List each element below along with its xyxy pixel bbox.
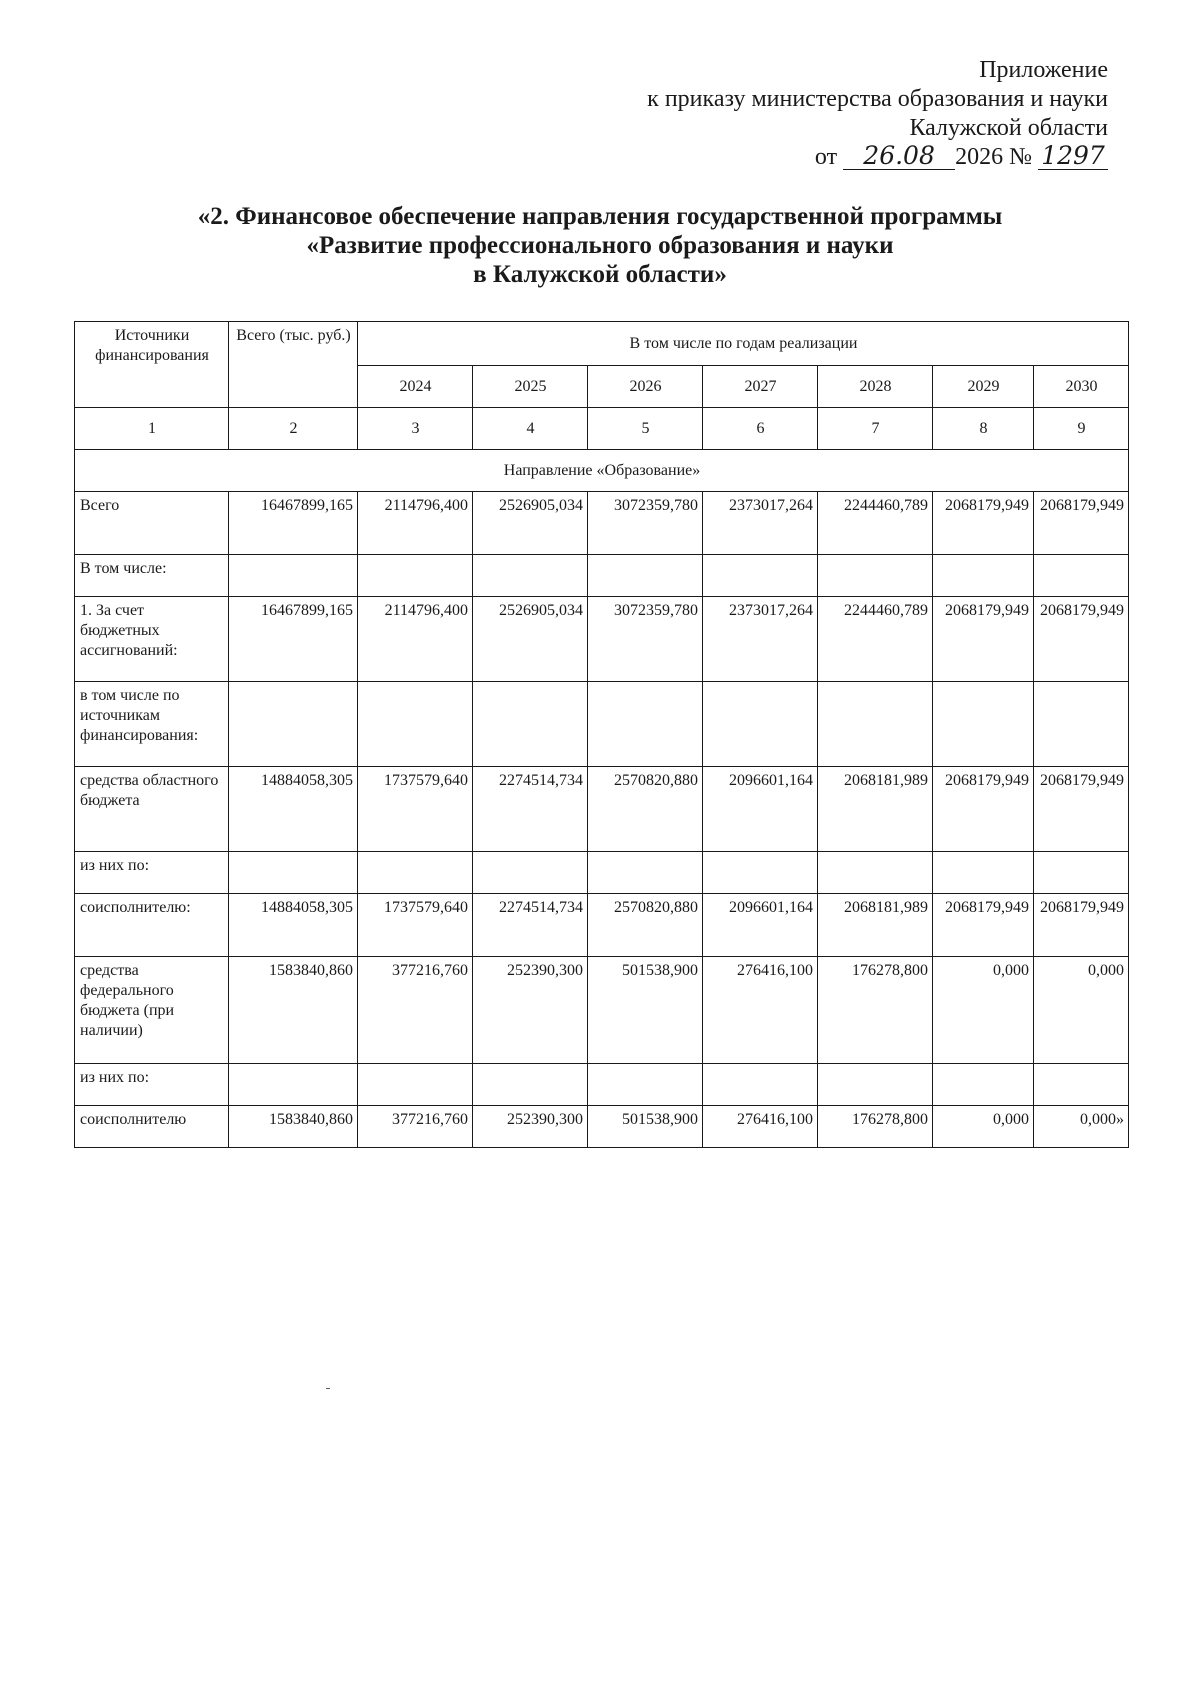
value-cell: 16467899,165 (229, 492, 358, 555)
value-cell (473, 555, 588, 597)
header-year: 2028 (818, 366, 933, 408)
value-cell: 14884058,305 (229, 767, 358, 852)
value-cell: 2114796,400 (358, 492, 473, 555)
value-cell (933, 555, 1034, 597)
table-row (75, 597, 1129, 682)
row-label: Всего (75, 492, 229, 555)
value-cell: 3072359,780 (588, 492, 703, 555)
value-cell: 2068181,989 (818, 767, 933, 852)
value-cell (703, 1064, 818, 1106)
value-cell: 0,000 (933, 1106, 1034, 1148)
header-row-numbers (75, 408, 1129, 450)
value-cell: 2274514,734 (473, 767, 588, 852)
row-label: в том числе по источникам финансирования: (75, 682, 229, 767)
value-cell (588, 852, 703, 894)
header-row-1 (75, 322, 1129, 366)
value-cell (818, 1064, 933, 1106)
value-cell (588, 1064, 703, 1106)
value-cell: 14884058,305 (229, 894, 358, 957)
value-cell: 2068181,989 (818, 894, 933, 957)
value-cell (818, 555, 933, 597)
column-number: 7 (818, 408, 933, 450)
value-cell (933, 682, 1034, 767)
appendix-title: Приложение (979, 57, 1108, 83)
value-cell: 2068179,949 (933, 767, 1034, 852)
value-cell: 2570820,880 (588, 894, 703, 957)
table-row (75, 1106, 1129, 1148)
value-cell: 2068179,949 (933, 894, 1034, 957)
row-label: средства федерального бюджета (при наличии) (75, 957, 229, 1064)
value-cell (358, 682, 473, 767)
value-cell (473, 1064, 588, 1106)
value-cell: 2244460,789 (818, 597, 933, 682)
row-label: средства областного бюджета (75, 767, 229, 852)
table-row (75, 767, 1129, 852)
table-row (75, 894, 1129, 957)
value-cell (703, 852, 818, 894)
handwritten-order-number: 1297 (1038, 143, 1108, 170)
value-cell (1034, 852, 1129, 894)
value-cell (229, 682, 358, 767)
value-cell (473, 852, 588, 894)
scan-mark (326, 1388, 330, 1389)
value-cell (588, 555, 703, 597)
value-cell (229, 1064, 358, 1106)
table-row (75, 1064, 1129, 1106)
financing-table (74, 321, 1129, 1148)
value-cell (703, 682, 818, 767)
value-cell: 276416,100 (703, 1106, 818, 1148)
header-years-group: В том числе по годам реализации (358, 322, 1129, 366)
document-title (0, 202, 1200, 289)
header-total: Всего (тыс. руб.) (229, 322, 358, 408)
value-cell: 176278,800 (818, 957, 933, 1064)
value-cell (588, 682, 703, 767)
value-cell (818, 852, 933, 894)
value-cell: 2096601,164 (703, 894, 818, 957)
value-cell: 2570820,880 (588, 767, 703, 852)
value-cell (1034, 1064, 1129, 1106)
value-cell: 1583840,860 (229, 1106, 358, 1148)
header-year: 2025 (473, 366, 588, 408)
value-cell: 176278,800 (818, 1106, 933, 1148)
table-row (75, 682, 1129, 767)
value-cell: 2114796,400 (358, 597, 473, 682)
value-cell: 2274514,734 (473, 894, 588, 957)
value-cell: 377216,760 (358, 1106, 473, 1148)
value-cell: 2068179,949 (1034, 597, 1129, 682)
title-line-3: в Калужской области» (473, 261, 727, 288)
value-cell: 501538,900 (588, 957, 703, 1064)
value-cell: 1583840,860 (229, 957, 358, 1064)
value-cell: 3072359,780 (588, 597, 703, 682)
value-cell: 2068179,949 (1034, 492, 1129, 555)
value-cell: 16467899,165 (229, 597, 358, 682)
row-label: из них по: (75, 1064, 229, 1106)
column-number: 2 (229, 408, 358, 450)
value-cell: 377216,760 (358, 957, 473, 1064)
value-cell (229, 852, 358, 894)
value-cell (818, 682, 933, 767)
value-cell (358, 852, 473, 894)
row-label: соисполнителю (75, 1106, 229, 1148)
row-label: 1. За счет бюджетных ассигнований: (75, 597, 229, 682)
value-cell: 2373017,264 (703, 492, 818, 555)
value-cell: 2373017,264 (703, 597, 818, 682)
header-year: 2027 (703, 366, 818, 408)
header-year: 2030 (1034, 366, 1129, 408)
value-cell: 2068179,949 (933, 492, 1034, 555)
value-cell: 2068179,949 (933, 597, 1034, 682)
value-cell: 252390,300 (473, 1106, 588, 1148)
title-line-2: «Развитие профессионального образования и науки (306, 232, 894, 259)
column-number: 9 (1034, 408, 1129, 450)
row-label: соисполнителю: (75, 894, 229, 957)
table-row (75, 492, 1129, 555)
value-cell: 276416,100 (703, 957, 818, 1064)
value-cell: 2526905,034 (473, 492, 588, 555)
header-year: 2029 (933, 366, 1034, 408)
value-cell (933, 1064, 1034, 1106)
title-line-1: «2. Финансовое обеспечение направления государственной программы (197, 203, 1003, 230)
column-number: 6 (703, 408, 818, 450)
handwritten-date: 26.08 (843, 143, 955, 170)
appendix-block (647, 56, 1108, 172)
value-cell (703, 555, 818, 597)
value-cell: 2244460,789 (818, 492, 933, 555)
appendix-date-line (647, 143, 1108, 172)
date-prefix: от (814, 144, 838, 170)
row-label: В том числе: (75, 555, 229, 597)
column-number: 3 (358, 408, 473, 450)
value-cell (358, 1064, 473, 1106)
value-cell: 1737579,640 (358, 767, 473, 852)
column-number: 5 (588, 408, 703, 450)
value-cell: 2096601,164 (703, 767, 818, 852)
value-cell (473, 682, 588, 767)
value-cell (1034, 555, 1129, 597)
column-number: 1 (75, 408, 229, 450)
value-cell: 2526905,034 (473, 597, 588, 682)
column-number: 4 (473, 408, 588, 450)
row-label: из них по: (75, 852, 229, 894)
column-number: 8 (933, 408, 1034, 450)
value-cell: 1737579,640 (358, 894, 473, 957)
value-cell: 0,000 (1034, 957, 1129, 1064)
value-cell (933, 852, 1034, 894)
order-year: 2026 № (955, 144, 1032, 170)
value-cell: 501538,900 (588, 1106, 703, 1148)
section-row (75, 450, 1129, 492)
value-cell (358, 555, 473, 597)
table-row (75, 852, 1129, 894)
header-source: Источники финансирования (75, 322, 229, 408)
header-year: 2026 (588, 366, 703, 408)
table-row (75, 957, 1129, 1064)
value-cell: 252390,300 (473, 957, 588, 1064)
header-year: 2024 (358, 366, 473, 408)
appendix-order-line: к приказу министерства образования и науки (647, 86, 1108, 112)
appendix-region-line: Калужской области (909, 115, 1108, 141)
table-row (75, 555, 1129, 597)
section-title: Направление «Образование» (75, 450, 1129, 492)
value-cell: 0,000» (1034, 1106, 1129, 1148)
value-cell (229, 555, 358, 597)
value-cell: 2068179,949 (1034, 894, 1129, 957)
value-cell (1034, 682, 1129, 767)
value-cell: 0,000 (933, 957, 1034, 1064)
value-cell: 2068179,949 (1034, 767, 1129, 852)
